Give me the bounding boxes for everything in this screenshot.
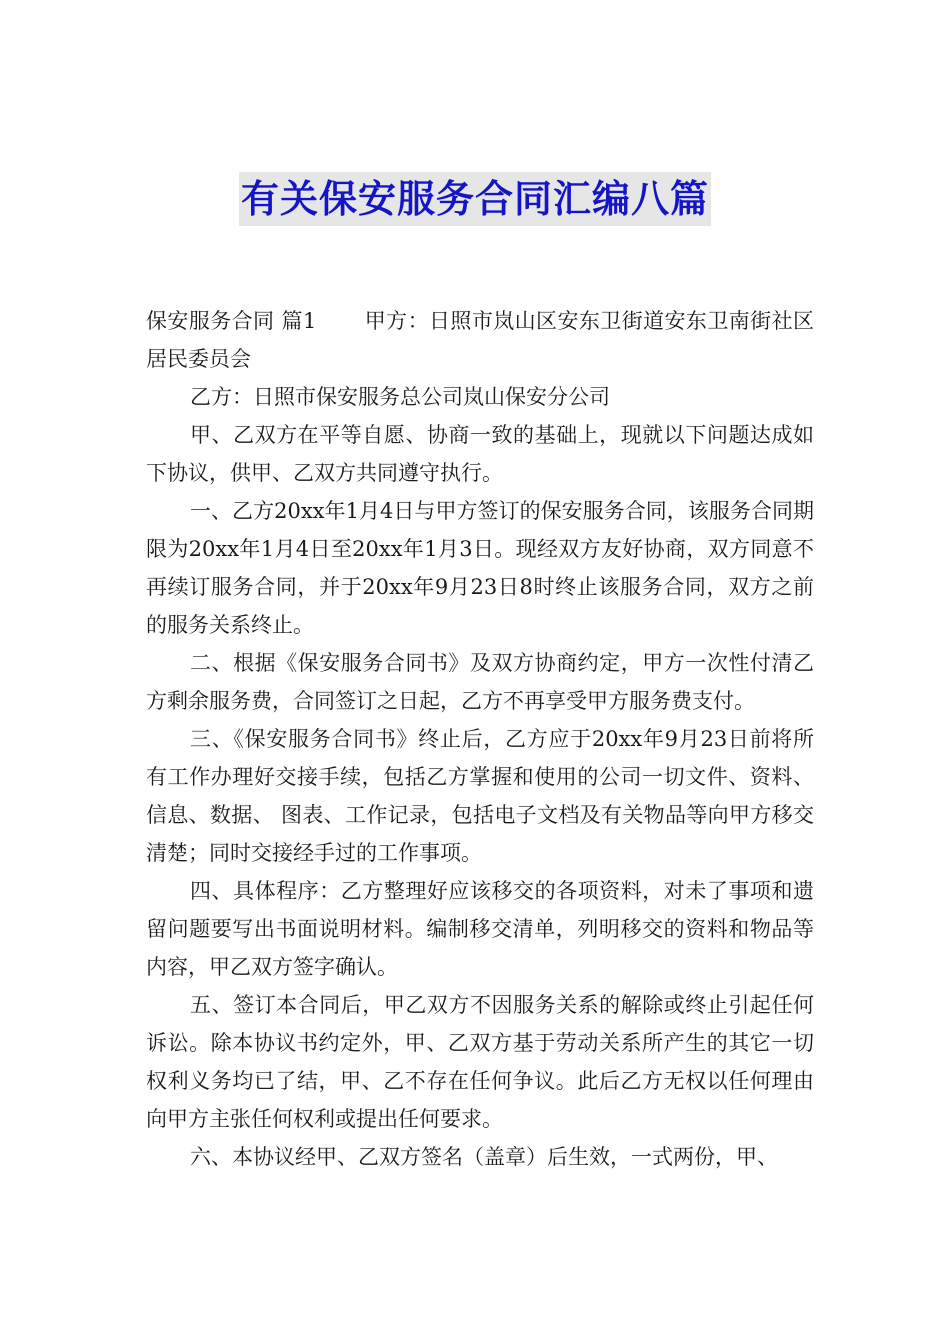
party-b-paragraph: 乙方：日照市保安服务总公司岚山保安分公司 — [190, 385, 610, 409]
clause-5-paragraph: 五、签订本合同后，甲乙双方不因服务关系的解除或终止引起任何诉讼。除本协议书约定外，甲、乙双方基于劳动关系所产生的其它一切权利义务均已了结，甲、乙不存在任何争议。此后乙方无权以任何理由向甲方主张任何权利或提出任何要求。 — [146, 993, 814, 1131]
section-heading: 保安服务合同 篇1 — [146, 309, 317, 333]
heading-paragraph — [146, 302, 814, 378]
clause-4-paragraph: 四、具体程序：乙方整理好应该移交的各项资料，对未了事项和遗留问题要写出书面说明材料。编制移交清单，列明移交的资料和物品等内容，甲乙双方签字确认。 — [146, 879, 814, 979]
clause-3-paragraph: 三、《保安服务合同书》终止后，乙方应于20xx年9月23日前将所有工作办理好交接手续，包括乙方掌握和使用的公司一切文件、资料、信息、数据、 图表、工作记录，包括电子文档及有关物品等向甲方移交清楚；同时交接经手过的工作事项。 — [146, 727, 814, 865]
clause-1-paragraph: 一、乙方20xx年1月4日与甲方签订的保安服务合同，该服务合同期限为20xx年1月4日至20xx年1月3日。现经双方友好协商，双方同意不再续订服务合同，并于20xx年9月23日8时终止该服务合同，双方之前的服务关系终止。 — [146, 499, 814, 637]
clause-2-paragraph: 二、根据《保安服务合同书》及双方协商约定，甲方一次性付清乙方剩余服务费，合同签订之日起，乙方不再享受甲方服务费支付。 — [146, 651, 814, 713]
clause-6-paragraph: 六、本协议经甲、乙双方签名（盖章）后生效，一式两份，甲、 — [190, 1145, 778, 1169]
document-body — [146, 302, 814, 1176]
party-a-line: 甲方：日照市岚山区安东卫街道安东卫南街社区居民委员会 — [146, 309, 814, 371]
intro-paragraph: 甲、乙双方在平等自愿、协商一致的基础上，现就以下问题达成如下协议，供甲、乙双方共同遵守执行。 — [146, 423, 814, 485]
title-wrapper — [0, 172, 950, 226]
document-title: 有关保安服务合同汇编八篇 — [239, 172, 711, 226]
